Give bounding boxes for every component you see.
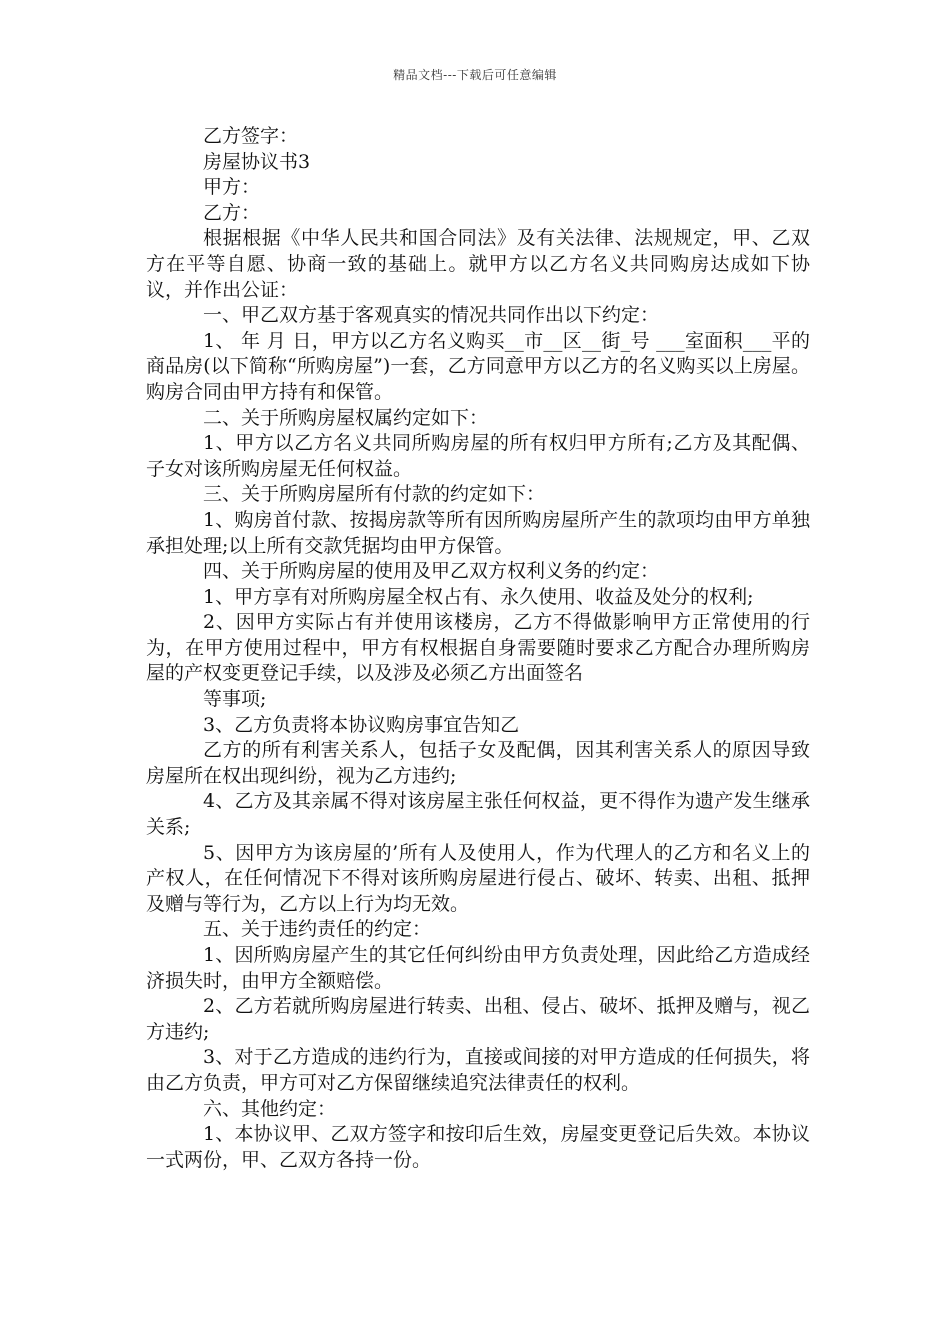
document-body (146, 124, 810, 1173)
paragraph: 3、对于乙方造成的违约行为，直接或间接的对甲方造成的任何损失，将由乙方负责，甲方可对乙方保留继续追究法律责任的权利。 (146, 1046, 810, 1094)
paragraph: 1、本协议甲、乙双方签字和按印后生效，房屋变更登记后失效。本协议一式两份，甲、乙双方各持一份。 (146, 1123, 810, 1171)
paragraph: 四、关于所购房屋的使用及甲乙双方权利义务的约定： (203, 560, 660, 583)
paragraph: 2、因甲方实际占有并使用该楼房，乙方不得做影响甲方正常使用的行为，在甲方使用过程中，甲方有权根据自身需要随时要求乙方配合办理所购房屋的产权变更登记手续，以及涉及必须乙方出面签名 (146, 611, 810, 685)
paragraph: 1、甲方以乙方名义共同所购房屋的所有权归甲方所有;乙方及其配偶、子女对该所购房屋无任何权益。 (146, 432, 810, 480)
paragraph: 甲方： (203, 176, 261, 199)
paragraph: 1、因所购房屋产生的其它任何纠纷由甲方负责处理，因此给乙方造成经济损失时，由甲方全额赔偿。 (146, 944, 810, 992)
paragraph: 一、甲乙双方基于客观真实的情况共同作出以下约定： (203, 304, 660, 327)
paragraph: 等事项; (203, 688, 267, 711)
paragraph: 三、关于所购房屋所有付款的约定如下： (203, 483, 546, 506)
paragraph: 乙方： (203, 201, 261, 224)
paragraph: 1、 年 月 日，甲方以乙方名义购买__市__区__街_号 ___室面积___平的商品房(以下简称“所购房屋”)一套，乙方同意甲方以乙方的名义购买以上房屋。购房合同由甲方持有和保管。 (146, 329, 810, 403)
paragraph: 房屋协议书3 (203, 150, 311, 173)
paragraph: 1、甲方享有对所购房屋全权占有、永久使用、收益及处分的权利; (203, 585, 754, 608)
page-header: 精品文档---下载后可任意编辑 (393, 68, 557, 82)
paragraph: 3、乙方负责将本协议购房事宜告知乙 (203, 713, 520, 736)
paragraph: 乙方的所有利害关系人，包括子女及配偶，因其利害关系人的原因导致房屋所在权出现纠纷，视为乙方违约; (146, 739, 810, 787)
paragraph: 1、购房首付款、按揭房款等所有因所购房屋所产生的款项均由甲方单独承担处理;以上所有交款凭据均由甲方保管。 (146, 508, 810, 557)
paragraph: 五、关于违约责任的约定： (203, 918, 432, 941)
paragraph: 二、关于所购房屋权属约定如下： (203, 406, 489, 429)
paragraph: 根据根据《中华人民共和国合同法》及有关法律、法规规定，甲、乙双方在平等自愿、协商一致的基础上。就甲方以乙方名义共同购房达成如下协议，并作出公证： (146, 227, 810, 301)
paragraph: 2、乙方若就所购房屋进行转卖、出租、侵占、破坏、抵押及赠与，视乙方违约; (146, 995, 810, 1043)
paragraph: 4、乙方及其亲属不得对该房屋主张任何权益，更不得作为遗产发生继承关系; (146, 790, 810, 839)
paragraph: 5、因甲方为该房屋的’所有人及使用人，作为代理人的乙方和名义上的产权人，在任何情况下不得对该所购房屋进行侵占、破坏、转卖、出租、抵押及赠与等行为，乙方以上行为均无效。 (146, 841, 810, 915)
paragraph: 乙方签字： (203, 125, 299, 147)
paragraph: 六、其他约定： (203, 1097, 337, 1120)
